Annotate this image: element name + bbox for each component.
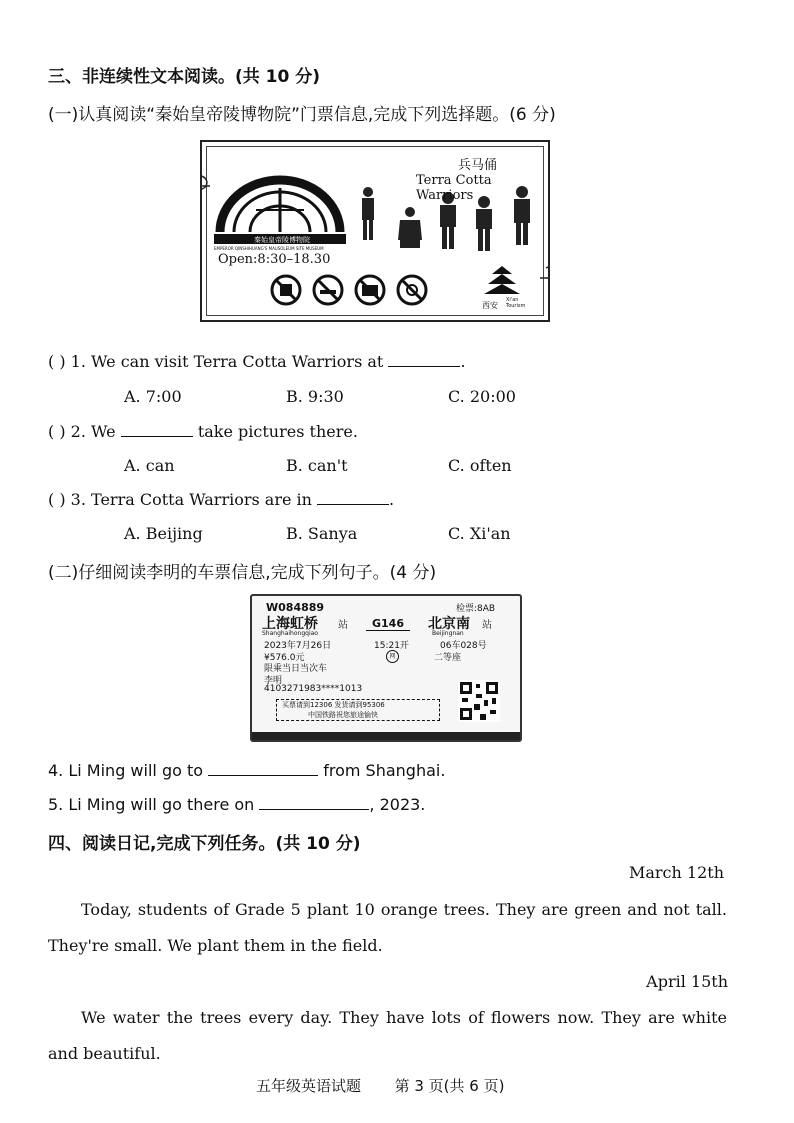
diary-date-2: April 15th	[646, 972, 728, 991]
museum-logo-subtext: EMPEROR QINSHIHUANG'S MAUSOLEUM SITE MUSEUM	[214, 246, 324, 251]
question-1: ( ) 1. We can visit Terra Cotta Warriors at .	[48, 352, 466, 371]
diary-entry-2: We water the trees every day. They have lots of flowers now. They are white and beautiful.	[48, 1008, 727, 1063]
footer-subject: 五年级英语试题	[256, 1077, 362, 1095]
museum-open-hours: Open:8:30–18.30	[218, 252, 331, 267]
depart-time: 15:21开	[374, 641, 409, 651]
q1-option-c: C. 20:00	[448, 387, 516, 406]
to-station: 北京南	[428, 616, 470, 632]
ticket-bottom-strip	[252, 732, 520, 740]
question-3: ( ) 3. Terra Cotta Warriors are in .	[48, 490, 395, 509]
blank-5[interactable]	[259, 795, 369, 810]
train-ticket	[250, 594, 522, 742]
xian-pagoda-icon	[484, 266, 520, 294]
q2-option-b: B. can't	[286, 456, 348, 475]
question-4: 4. Li Ming will go to from Shanghai.	[48, 761, 446, 780]
no-camera-icon	[356, 276, 384, 304]
diary-date-1: March 12th	[628, 863, 724, 882]
passenger-id: 4103271983****1013	[264, 684, 363, 694]
train-number: G146	[366, 617, 410, 631]
no-touch-icon	[272, 276, 300, 304]
passenger-name: 李明	[264, 676, 283, 686]
blank-4[interactable]	[208, 761, 318, 776]
to-pinyin: Beijingnan	[432, 630, 464, 637]
answer-paren-2[interactable]: ( )	[48, 422, 66, 441]
blank-2[interactable]	[121, 422, 193, 437]
question-5: 5. Li Ming will go there on , 2023.	[48, 795, 426, 814]
museum-ticket-art	[200, 140, 550, 322]
rail-slogan: 中国铁路祝您旅途愉快	[308, 711, 378, 719]
from-pinyin: Shanghaihongqiao	[262, 630, 318, 637]
footer-page: 第 3 页(共 6 页)	[394, 1077, 505, 1095]
museum-ticket	[200, 140, 550, 322]
blank-3[interactable]	[317, 490, 389, 505]
q3-option-b: B. Sanya	[286, 524, 358, 543]
no-food-icon	[398, 276, 426, 304]
xian-logo-en: Xi'an Tourism	[506, 297, 526, 309]
museum-logo-text: 秦始皇帝陵博物院	[254, 236, 310, 244]
ticket-limit: 限乘当日当次车	[264, 664, 328, 674]
part-2-title: (二)仔细阅读李明的车票信息,完成下列句子。(4 分)	[48, 563, 437, 583]
answer-paren-1[interactable]: ( )	[48, 352, 66, 371]
ticket-stamp-icon: 网	[386, 650, 399, 663]
ticket-price: ¥576.0元	[264, 653, 305, 663]
ticket-check: 检票:8AB	[456, 604, 496, 614]
qr-code-icon	[458, 680, 500, 722]
service-info: 买票请到12306 发货请到95306	[282, 701, 385, 709]
question-2: ( ) 2. We take pictures there.	[48, 422, 358, 441]
from-station-suffix: 站	[338, 620, 348, 631]
seat-class: 二等座	[434, 653, 462, 663]
no-smoking-icon	[314, 276, 342, 304]
answer-paren-3[interactable]: ( )	[48, 490, 66, 509]
prohibition-icons	[272, 276, 426, 304]
part-1-title: (一)认真阅读“秦始皇帝陵博物院”门票信息,完成下列选择题。(6 分)	[48, 105, 556, 125]
seat-number: 06车028号	[440, 641, 487, 651]
travel-date: 2023年7月26日	[264, 641, 332, 651]
section-4-title: 四、阅读日记,完成下列任务。(共 10 分)	[48, 834, 361, 854]
q3-option-c: C. Xi'an	[448, 524, 511, 543]
to-station-suffix: 站	[482, 620, 492, 631]
museum-en-name: Terra Cotta Warriors	[416, 173, 492, 203]
ticket-number: W084889	[266, 601, 325, 614]
q2-option-a: A. can	[124, 456, 175, 475]
footer	[256, 1075, 504, 1096]
museum-cn-name: 兵马俑	[458, 158, 498, 173]
diary-entry-1: Today, students of Grade 5 plant 10 orange trees. They are green and not tall. They're small. We plant them in the field.	[48, 900, 727, 955]
blank-1[interactable]	[388, 352, 460, 367]
q3-option-a: A. Beijing	[124, 524, 203, 543]
q1-option-a: A. 7:00	[124, 387, 182, 406]
from-station: 上海虹桥	[262, 616, 318, 632]
q2-option-c: C. often	[448, 456, 512, 475]
q1-option-b: B. 9:30	[286, 387, 344, 406]
xian-logo-text: 西安	[482, 301, 498, 310]
section-3-title: 三、非连续性文本阅读。(共 10 分)	[48, 67, 321, 87]
